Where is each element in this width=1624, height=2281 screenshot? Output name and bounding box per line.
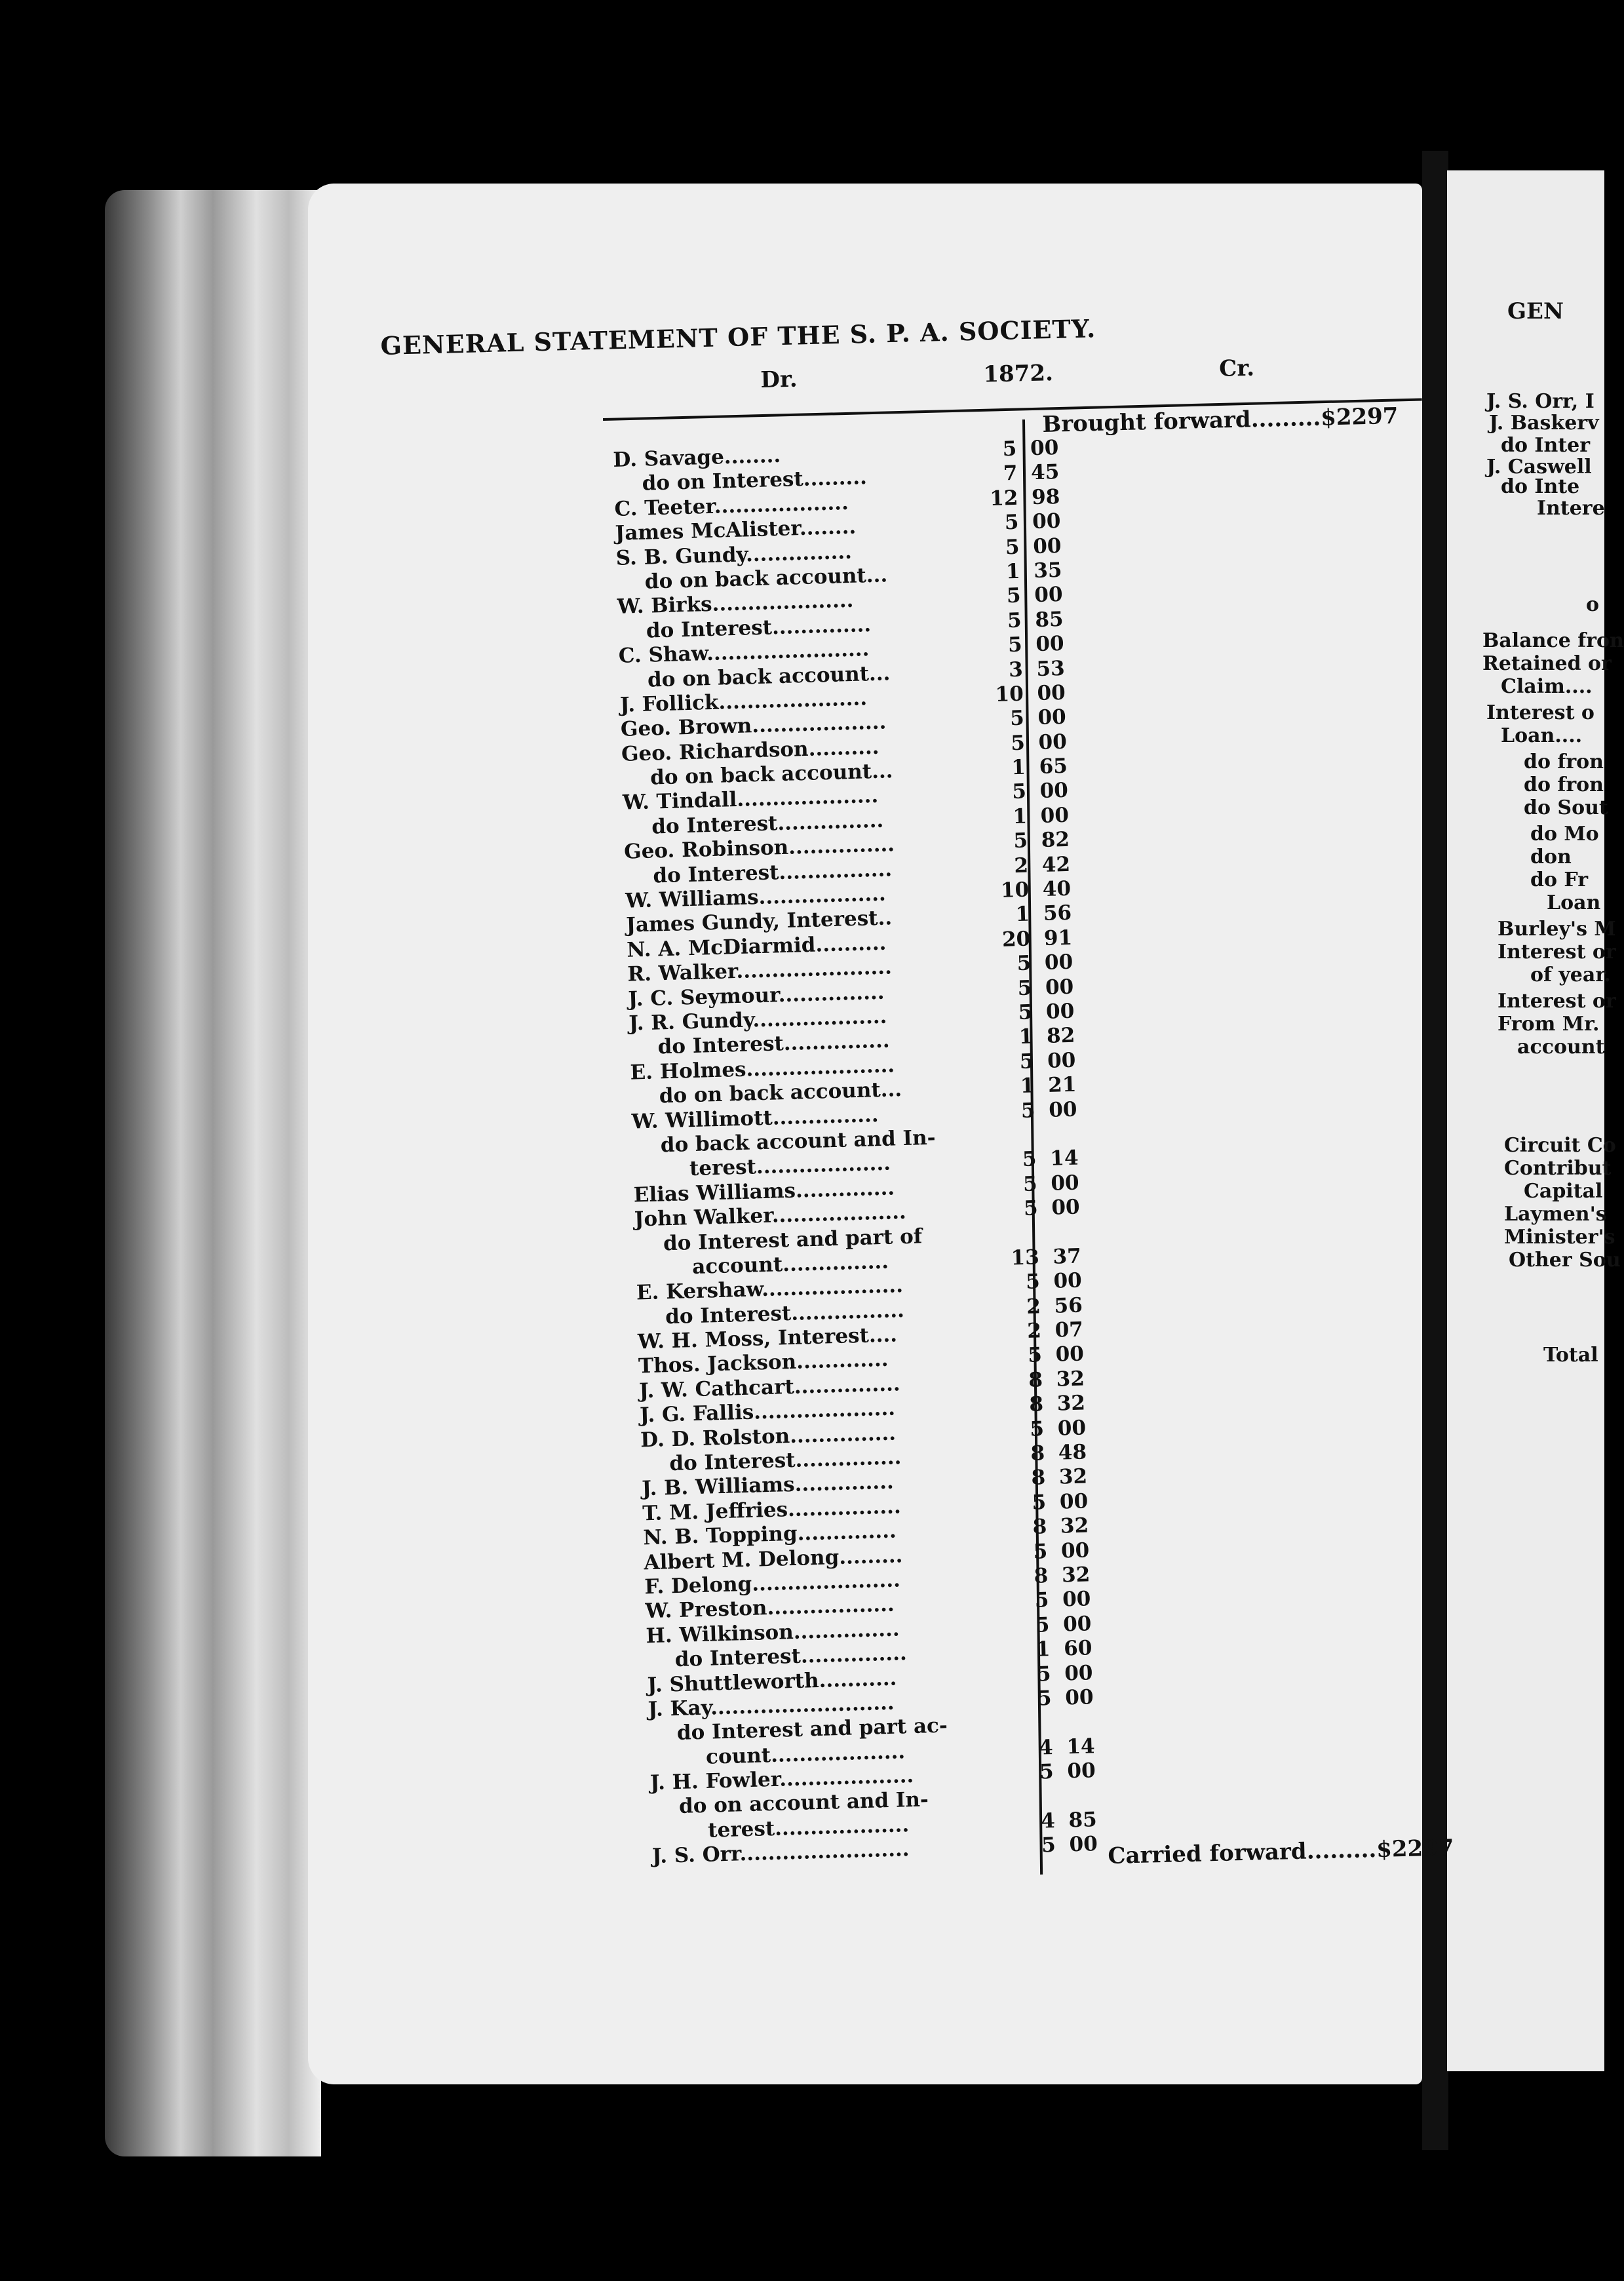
entry-amount: 5 00 (1002, 436, 1059, 461)
entry-amount: 5 00 (1018, 999, 1075, 1025)
entry-name: James Gundy, Interest.. (625, 906, 893, 938)
carried-forward: Carried forward.........$2297 (1108, 1835, 1454, 1869)
entry-name: J. Kay.......................... (648, 1690, 895, 1722)
entry-amount: 2 42 (1014, 852, 1071, 878)
entry-name: Geo. Robinson............... (623, 832, 895, 865)
right-page-line: account (1517, 1036, 1605, 1059)
entry-name: J. G. Fallis.................... (639, 1396, 896, 1428)
entry-name: R. Walker...................... (627, 955, 893, 986)
entry-amount: 13 37 (1011, 1244, 1082, 1270)
entry-amount: 5 00 (1035, 1612, 1092, 1637)
entry-name: J. Follick..................... (619, 686, 868, 717)
entry-amount: 1 60 (1035, 1636, 1092, 1662)
entry-amount: 1 82 (1018, 1024, 1075, 1049)
entry-amount: 4 85 (1040, 1808, 1098, 1833)
credit-heading: Cr. (1218, 355, 1255, 382)
right-page-line: don (1530, 846, 1572, 868)
right-page-line: Burley's M (1498, 918, 1616, 941)
year-heading: 1872. (982, 360, 1054, 388)
right-page-line: Interest or (1498, 990, 1616, 1013)
entry-name: T. M. Jeffries................ (642, 1494, 902, 1526)
entry-name: J. H. Fowler................... (649, 1764, 914, 1795)
right-page-line: Capital (1524, 1180, 1603, 1203)
entry-amount: 2 56 (1026, 1293, 1083, 1319)
entry-amount: 1 56 (1015, 901, 1072, 927)
right-page-line: of year. (1530, 964, 1611, 986)
entry-amount: 1 00 (1012, 803, 1070, 829)
entry-amount: 5 00 (1041, 1832, 1098, 1858)
entry-amount: 20 91 (1001, 926, 1073, 952)
right-page-line: do Mo (1530, 823, 1599, 846)
entry-amount: 5 00 (1006, 583, 1064, 608)
entry-name: count................... (649, 1740, 906, 1770)
entry-name: terest................... (651, 1813, 910, 1844)
entry-amount: 5 00 (1004, 509, 1061, 535)
entry-name: F. Delong..................... (644, 1568, 901, 1599)
entry-name: do on back account... (619, 661, 891, 693)
right-page-line: o (1586, 593, 1600, 616)
right-page-line: do Sout (1524, 796, 1608, 819)
right-page-line: J. Baskerv (1489, 412, 1599, 435)
entry-amount: 5 00 (1025, 1268, 1083, 1295)
entry-amount: 5 00 (1009, 705, 1067, 731)
right-page-line: do Inte (1501, 475, 1580, 498)
right-page-line: Contribut (1504, 1157, 1612, 1180)
entry-amount: 7 45 (1003, 460, 1060, 486)
entry-name: E. Kershaw.................... (636, 1274, 904, 1305)
entry-name: C. Shaw....................... (618, 637, 870, 668)
entry-name: do Interest................ (636, 1298, 905, 1330)
entry-amount: 5 00 (1005, 534, 1062, 559)
entry-name: N. A. McDiarmid.......... (626, 931, 887, 962)
entry-amount: 5 00 (1034, 1587, 1091, 1613)
entry-amount: 8 48 (1030, 1440, 1087, 1466)
entry-amount: 5 14 (1022, 1146, 1079, 1172)
entry-name: Elias Williams.............. (633, 1176, 895, 1207)
entry-name: do Interest and part of (634, 1224, 923, 1257)
entry-amount: 5 00 (1011, 779, 1069, 804)
entry-amount: 5 00 (1020, 1097, 1077, 1123)
entry-amount: 5 00 (1032, 1489, 1089, 1515)
entry-name: W. Tindall.................... (622, 784, 879, 815)
right-page-line: Claim.... (1501, 675, 1593, 698)
entry-name: Thos. Jackson............. (638, 1348, 889, 1378)
entry-name: Geo. Richardson.......... (621, 735, 880, 766)
entry-amount: 5 00 (1027, 1342, 1085, 1368)
entry-amount: 5 00 (1017, 975, 1074, 1000)
entry-name: W. Birks.................... (617, 589, 854, 619)
entry-amount: 10 40 (1000, 876, 1072, 903)
right-page-line: Loan (1547, 891, 1601, 914)
right-page-line: Intere (1537, 497, 1605, 520)
entry-amount: 5 00 (1033, 1538, 1090, 1564)
entry-name: H. Wilkinson............... (646, 1617, 900, 1648)
entry-name: do Interest............... (646, 1641, 908, 1673)
right-page-line: Total (1543, 1344, 1598, 1367)
entry-name: J. W. Cathcart............... (638, 1372, 901, 1403)
right-page-line: J. Caswell (1486, 456, 1592, 478)
entry-amount: 8 32 (1031, 1464, 1088, 1491)
entry-name: do Interest............... (640, 1445, 902, 1477)
entry-name: J. B. Williams.............. (641, 1470, 895, 1501)
entry-amount: 5 00 (1022, 1171, 1080, 1196)
right-page-line: Interest or (1498, 941, 1616, 964)
entry-amount: 5 85 (1007, 607, 1064, 633)
entry-amount: 5 00 (1036, 1660, 1093, 1686)
entry-amount: 1 35 (1005, 558, 1062, 584)
page-title: GENERAL STATEMENT OF THE S. P. A. SOCIETY. (380, 313, 1096, 361)
entry-amount: 5 00 (1016, 950, 1073, 976)
book-page-edges (105, 190, 321, 2156)
right-page-line: Laymen's (1504, 1203, 1607, 1226)
entry-name: do on Interest......... (613, 465, 868, 497)
right-page-line: do fron (1524, 773, 1604, 796)
entry-amount: 5 00 (1037, 1685, 1094, 1711)
right-page-line: Other Sou (1509, 1249, 1621, 1272)
right-page-line: Retained or (1482, 652, 1612, 675)
entry-name: do on back account... (630, 1078, 902, 1109)
entry-name: J. R. Gundy................... (628, 1004, 887, 1036)
entry-name: W. Preston.................. (645, 1593, 895, 1624)
right-page-line: do fron (1524, 751, 1604, 773)
entry-amount: 3 53 (1008, 656, 1066, 682)
entry-name: N. B. Topping.............. (642, 1519, 897, 1550)
entry-amount: 5 82 (1013, 828, 1070, 853)
entry-name: do Interest............... (629, 1028, 891, 1061)
entry-amount: 5 00 (1019, 1048, 1076, 1074)
right-page-line: Balance fron (1482, 629, 1624, 652)
right-page-line: J. S. Orr, I (1486, 390, 1595, 413)
entry-name: Geo. Brown................... (620, 710, 887, 742)
entry-amount: 12 98 (989, 484, 1060, 511)
entry-name: account............... (635, 1249, 889, 1281)
brought-forward: Brought forward.........$2297 (1042, 402, 1399, 438)
entry-name: do back account and In- (632, 1125, 936, 1158)
right-page-line: do Fr (1530, 868, 1589, 891)
right-page-line: Interest o (1486, 701, 1595, 724)
entry-amount: 5 00 (1030, 1416, 1087, 1441)
entry-name: do Interest.............. (617, 612, 872, 644)
entry-name: D. Savage........ (613, 443, 781, 472)
entry-amount: 8 32 (1028, 1391, 1086, 1417)
entry-name: E. Holmes..................... (630, 1053, 895, 1085)
entry-name: W. H. Moss, Interest.... (637, 1323, 898, 1354)
right-page-heading: GEN (1507, 298, 1564, 324)
entry-name: D. D. Rolston............... (640, 1421, 897, 1452)
entry-amount: 10 00 (995, 680, 1066, 707)
right-page-line: Circuit Co (1504, 1134, 1616, 1157)
entry-name: J. S. Orr........................ (651, 1837, 910, 1869)
entry-name: do on back account... (621, 759, 893, 790)
entry-amount: 5 00 (1039, 1759, 1096, 1784)
right-page-line: From Mr. (1498, 1013, 1600, 1036)
entry-name: Albert M. Delong......... (643, 1543, 903, 1574)
right-page-line: Loan.... (1501, 724, 1583, 747)
entry-amount: 4 14 (1038, 1734, 1096, 1760)
entry-amount: 5 00 (1023, 1195, 1081, 1221)
entry-amount: 1 21 (1020, 1072, 1077, 1099)
debit-heading: Dr. (760, 366, 798, 393)
entry-amount: 8 32 (1032, 1513, 1089, 1539)
entry-name: John Walker................... (634, 1200, 907, 1232)
entry-amount: 8 32 (1034, 1563, 1091, 1588)
entry-name: J. C. Seymour............... (627, 980, 885, 1011)
entry-name: do Interest................ (624, 857, 893, 889)
entry-name: do on account and In- (650, 1787, 929, 1820)
entry-name: C. Teeter................... (614, 490, 849, 521)
entry-name: J. Shuttleworth........... (647, 1666, 897, 1697)
right-page-line: do Inter (1501, 434, 1591, 457)
entry-amount: 8 32 (1028, 1367, 1085, 1392)
entry-name: James McAlister........ (615, 515, 857, 546)
entry-amount: 5 00 (1007, 632, 1065, 657)
entry-amount: 2 07 (1026, 1317, 1084, 1343)
entry-name: terest................... (632, 1151, 891, 1182)
entry-amount: 1 65 (1011, 754, 1068, 780)
entry-name: do Interest and part ac- (648, 1713, 948, 1746)
ledger-entries (613, 436, 1098, 1869)
right-page-line: Minister's (1504, 1226, 1615, 1249)
entry-name: W. Willimott............... (631, 1102, 879, 1134)
entry-amount: 5 00 (1010, 730, 1068, 755)
entry-name: S. B. Gundy............... (615, 539, 853, 570)
entry-name: do Interest............... (623, 808, 884, 840)
entry-name: W. Williams.................. (625, 882, 887, 913)
entry-name: do on back account... (616, 563, 888, 595)
